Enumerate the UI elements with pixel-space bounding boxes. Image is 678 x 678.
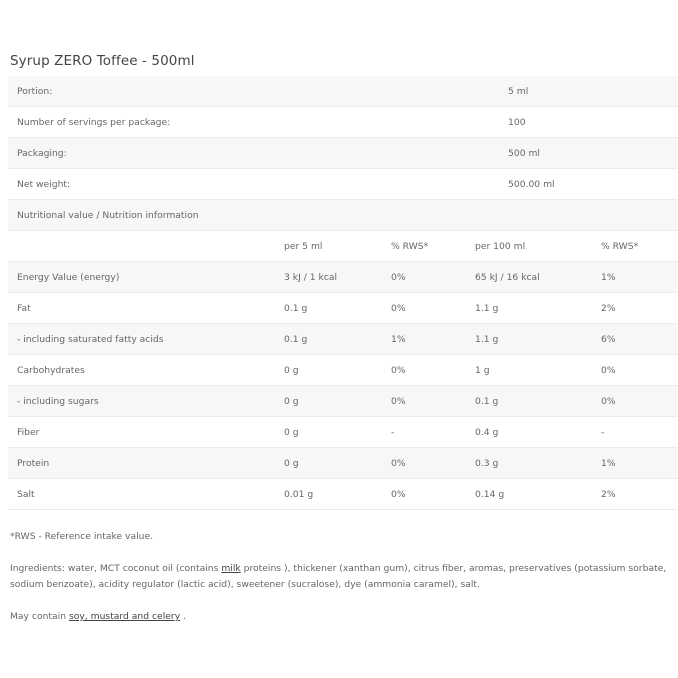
may-contain-pre: May contain: [10, 611, 69, 622]
nutrient-rws-portion: 0%: [391, 457, 406, 469]
header-per-100: per 100 ml: [475, 240, 526, 252]
nutrient-name: Fat: [17, 302, 31, 314]
nutrient-per-100: 0.4 g: [475, 426, 499, 438]
nutrient-per-100: 1.1 g: [475, 333, 499, 345]
nutrient-rws-100: 1%: [601, 457, 616, 469]
nutrient-per-portion: 0 g: [284, 457, 299, 469]
nutrition-header-row: [8, 231, 678, 262]
nutrient-per-100: 0.14 g: [475, 488, 505, 500]
spec-label: Portion:: [17, 85, 53, 97]
nutrition-row: [8, 355, 678, 386]
may-contain-text: [10, 609, 670, 625]
header-per-portion: per 5 ml: [284, 240, 323, 252]
spec-row-net-weight: [8, 169, 678, 200]
nutrient-rws-100: 1%: [601, 271, 616, 283]
nutrient-rws-100: 0%: [601, 395, 616, 407]
spec-value: 5 ml: [508, 85, 529, 97]
spec-row-portion: [8, 76, 678, 107]
nutrient-per-portion: 3 kJ / 1 kcal: [284, 271, 338, 283]
product-title: Syrup ZERO Toffee - 500ml: [10, 53, 195, 69]
allergen-milk-link[interactable]: milk: [221, 563, 241, 574]
nutrition-row: [8, 479, 678, 510]
spec-value: 500 ml: [508, 147, 540, 159]
rws-footnote: *RWS - Reference intake value.: [10, 531, 154, 542]
nutrient-per-portion: 0.1 g: [284, 302, 308, 314]
nutrient-per-100: 0.1 g: [475, 395, 499, 407]
product-spec-table: [8, 76, 678, 510]
nutrient-per-portion: 0.1 g: [284, 333, 308, 345]
nutrient-rws-100: 0%: [601, 364, 616, 376]
nutrient-rws-100: 2%: [601, 488, 616, 500]
ingredients-pre: Ingredients: water, MCT coconut oil (contains: [10, 563, 222, 574]
ingredients-post: proteins ), thickener (xanthan gum), citrus fiber, aromas, preservatives (potassium sorbate, sodium benzoate), acidity regulator (lactic acid), sweetener (sucralose), dye (ammonia caramel), salt.: [10, 563, 667, 590]
nutrient-rws-portion: -: [391, 426, 395, 438]
nutrient-per-100: 1 g: [475, 364, 490, 376]
nutrition-row: [8, 324, 678, 355]
nutrient-per-100: 0.3 g: [475, 457, 499, 469]
nutrient-per-100: 65 kJ / 16 kcal: [475, 271, 540, 283]
nutrient-rws-portion: 0%: [391, 364, 406, 376]
nutrient-name: Carbohydrates: [17, 364, 85, 376]
allergen-traces-link[interactable]: soy, mustard and celery: [68, 611, 181, 622]
spec-label: Number of servings per package:: [17, 116, 171, 128]
nutrient-name: - including saturated fatty acids: [17, 333, 164, 345]
nutrition-row: [8, 417, 678, 448]
nutrition-row: [8, 293, 678, 324]
nutrition-section-title: Nutritional value / Nutrition information: [17, 209, 199, 221]
nutrition-section-title-row: [8, 200, 678, 231]
nutrient-name: - including sugars: [17, 395, 99, 407]
spec-row-packaging: [8, 138, 678, 169]
nutrient-rws-portion: 0%: [391, 271, 406, 283]
spec-value: 500.00 ml: [508, 178, 555, 190]
nutrient-rws-portion: 0%: [391, 395, 406, 407]
nutrient-per-portion: 0 g: [284, 426, 299, 438]
nutrient-rws-portion: 0%: [391, 302, 406, 314]
nutrition-row: [8, 448, 678, 479]
spec-value: 100: [508, 116, 526, 128]
nutrient-rws-portion: 1%: [391, 333, 406, 345]
nutrient-name: Salt: [17, 488, 35, 500]
spec-label: Packaging:: [17, 147, 67, 159]
header-rws-portion: % RWS*: [391, 240, 429, 252]
nutrient-per-100: 1.1 g: [475, 302, 499, 314]
nutrient-name: Fiber: [17, 426, 40, 438]
nutrition-row: [8, 262, 678, 293]
spec-label: Net weight:: [17, 178, 71, 190]
nutrient-per-portion: 0 g: [284, 364, 299, 376]
spec-row-servings: [8, 107, 678, 138]
nutrient-name: Protein: [17, 457, 50, 469]
nutrient-rws-100: 6%: [601, 333, 616, 345]
nutrient-rws-portion: 0%: [391, 488, 406, 500]
nutrient-per-portion: 0.01 g: [284, 488, 314, 500]
may-contain-post: .: [180, 611, 186, 622]
nutrient-rws-100: -: [601, 426, 605, 438]
header-rws-100: % RWS*: [601, 240, 639, 252]
nutrient-rws-100: 2%: [601, 302, 616, 314]
nutrient-name: Energy Value (energy): [17, 271, 120, 283]
nutrition-row: [8, 386, 678, 417]
ingredients-text: [10, 561, 670, 592]
nutrient-per-portion: 0 g: [284, 395, 299, 407]
